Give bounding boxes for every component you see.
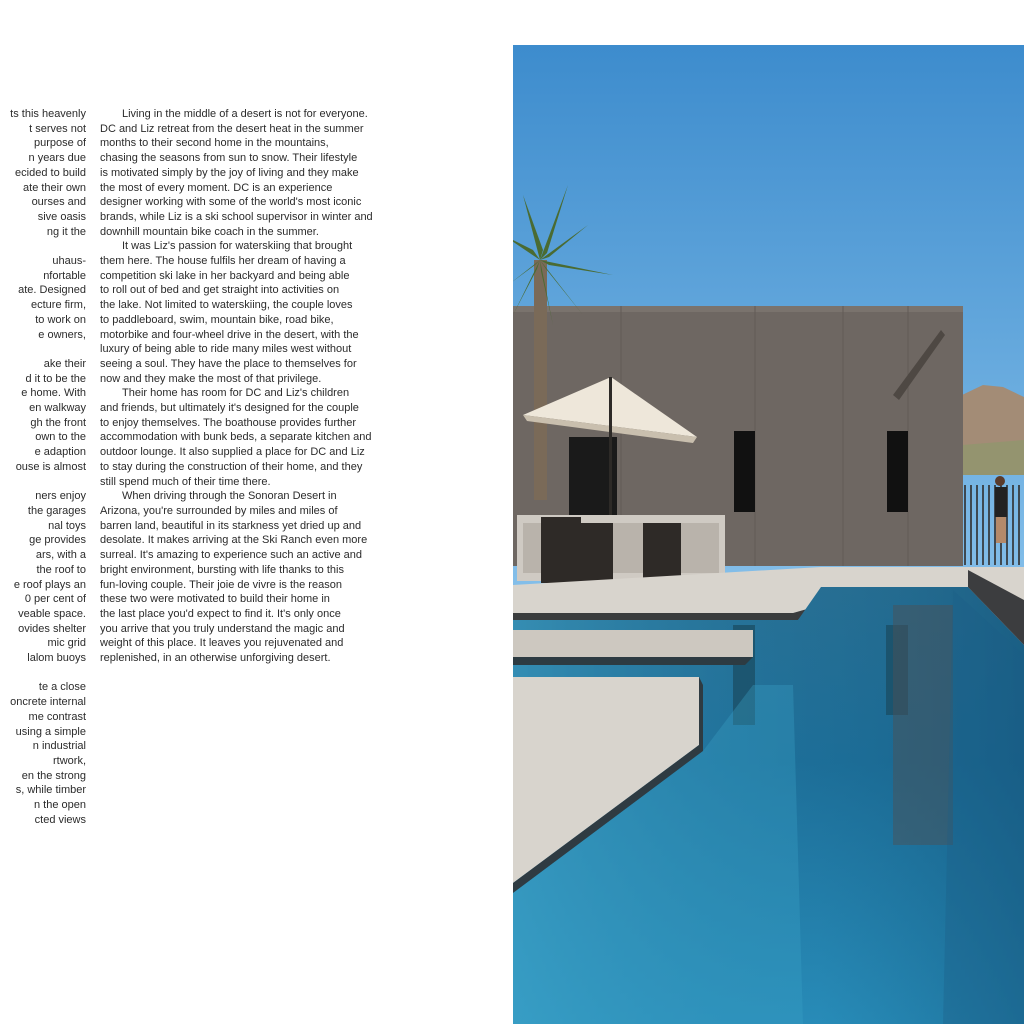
text-line: these two were motivated to build their home in <box>100 593 330 606</box>
text-line: ourses and <box>31 196 86 209</box>
text-line: the lake. Not limited to waterskiing, the couple loves <box>100 299 353 312</box>
text-line: designer working with some of the world's most iconic <box>100 196 362 209</box>
text-line: sive oasis <box>37 210 86 223</box>
text-line: n industrial <box>32 740 86 753</box>
text-line: the last place you'd expect to find it. It's only once <box>100 607 341 620</box>
text-line: n years due <box>28 152 86 165</box>
text-line: outdoor lounge. It also supplied a place for DC and Liz <box>100 446 365 459</box>
text-line: ouse is almost <box>15 460 86 473</box>
text-line: te a close <box>38 681 86 694</box>
text-line: t serves not <box>29 122 86 135</box>
text-line: Arizona, you're surrounded by miles and miles of <box>100 504 338 517</box>
text-line: rtwork, <box>53 754 86 767</box>
text-line: e roof plays an <box>13 578 86 591</box>
text-line: now and they make the most of that privilege. <box>100 372 322 385</box>
text-line: using a simple <box>15 725 86 738</box>
text-line: months to their second home in the mountains, <box>100 137 329 150</box>
text-line: e home. With <box>21 387 86 400</box>
text-line: en walkway <box>29 402 86 415</box>
text-line: replenished, in an otherwise unforgiving desert. <box>100 652 331 665</box>
text-line: ners enjoy <box>35 490 86 503</box>
text-line: d it to be the <box>25 372 86 385</box>
text-line: ate their own <box>23 181 86 194</box>
text-line: barren land, beautiful in its starkness yet dried up and <box>100 519 362 532</box>
text-line: weight of this place. It leaves you rejuvenated and <box>100 637 344 650</box>
text-line: uhaus- <box>52 255 86 268</box>
text-line: e owners, <box>38 328 86 341</box>
text-line: chasing the seasons from sun to snow. Their lifestyle <box>100 152 358 165</box>
text-line: ecided to build <box>15 166 86 179</box>
text-line: motorbike and four-wheel drive in the desert, with the <box>100 328 359 341</box>
text-line: When driving through the Sonoran Desert in <box>100 490 337 503</box>
text-line: you arrive that you truly understand the magic and <box>100 622 345 635</box>
text-line: accommodation with bunk beds, a separate kitchen and <box>100 431 372 444</box>
window <box>734 431 755 512</box>
text-line: to paddleboard, swim, mountain bike, road bike, <box>100 313 334 326</box>
text-line: s, while timber <box>15 784 86 797</box>
text-line <box>0 342 86 357</box>
text-line: mic grid <box>47 637 86 650</box>
right-text-column <box>100 107 392 666</box>
text-line: to enjoy themselves. The boathouse provides further <box>100 416 357 429</box>
text-line: en the strong <box>21 769 86 782</box>
text-line: 0 per cent of <box>24 593 86 606</box>
text-line: the garages <box>27 504 86 517</box>
text-line: ecture firm, <box>30 299 86 312</box>
text-line: surreal. It's amazing to experience such an active and <box>100 549 362 562</box>
text-line: the most of every moment. DC is an experience <box>100 181 333 194</box>
text-line: luxury of being able to ride many miles west without <box>100 343 352 356</box>
text-line: bright environment, bursting with life thanks to this <box>100 563 344 576</box>
pool-step <box>513 630 753 657</box>
text-line: nfortable <box>43 269 86 282</box>
window <box>887 431 908 512</box>
text-line: n the open <box>34 799 86 812</box>
text-line: is motivated simply by the joy of living and they make <box>100 166 359 179</box>
text-line: own to the <box>35 431 86 444</box>
text-line: lalom buoys <box>27 652 86 665</box>
text-line: them here. The house fulfils her dream of having a <box>100 255 346 268</box>
text-line: Living in the middle of a desert is not for everyone. <box>100 108 368 120</box>
text-line <box>0 239 86 254</box>
text-line: Their home has room for DC and Liz's children <box>100 387 350 400</box>
text-line: e adaption <box>34 446 86 459</box>
text-line: seeing a soul. They have the place to themselves for <box>100 357 357 370</box>
text-line: ng it the <box>46 225 86 238</box>
text-line: and friends, but ultimately it's designed for the couple <box>100 402 359 415</box>
text-line: purpose of <box>34 137 86 150</box>
text-line: ars, with a <box>35 549 86 562</box>
text-line: desolate. It makes arriving at the Ski Ranch even more <box>100 534 368 547</box>
text-line: ate. Designed <box>18 284 86 297</box>
text-line: the roof to <box>36 563 86 576</box>
text-line: oncrete internal <box>10 696 86 709</box>
text-line: to stay during the construction of their home, and they <box>100 460 363 473</box>
text-line: nal toys <box>48 519 86 532</box>
text-line: me contrast <box>28 710 86 723</box>
house-pool-photo <box>513 45 1024 1024</box>
left-text-column <box>0 107 86 827</box>
text-line: DC and Liz retreat from the desert heat in the summer <box>100 122 364 135</box>
text-line: still spend much of their time there. <box>100 475 271 488</box>
text-line: competition ski lake in her backyard and being able <box>100 269 350 282</box>
text-line: fun-loving couple. Their joie de vivre is the reason <box>100 578 342 591</box>
text-line: ts this heavenly <box>10 108 86 120</box>
text-line: downhill mountain bike coach in the summer. <box>100 225 319 238</box>
text-line: cted views <box>34 813 86 826</box>
text-line: brands, while Liz is a ski school supervisor in winter and <box>100 210 373 223</box>
text-line: ovides shelter <box>18 622 86 635</box>
text-line: ake their <box>43 357 86 370</box>
text-line: to work on <box>35 313 86 326</box>
text-line <box>0 666 86 681</box>
text-line: ge provides <box>29 534 86 547</box>
palm-trunk <box>534 260 547 500</box>
text-line <box>0 475 86 490</box>
text-line: It was Liz's passion for waterskiing that brought <box>100 240 353 253</box>
text-line: to roll out of bed and get straight into activities on <box>100 284 340 297</box>
text-line: gh the front <box>30 416 86 429</box>
text-line: veable space. <box>18 607 86 620</box>
